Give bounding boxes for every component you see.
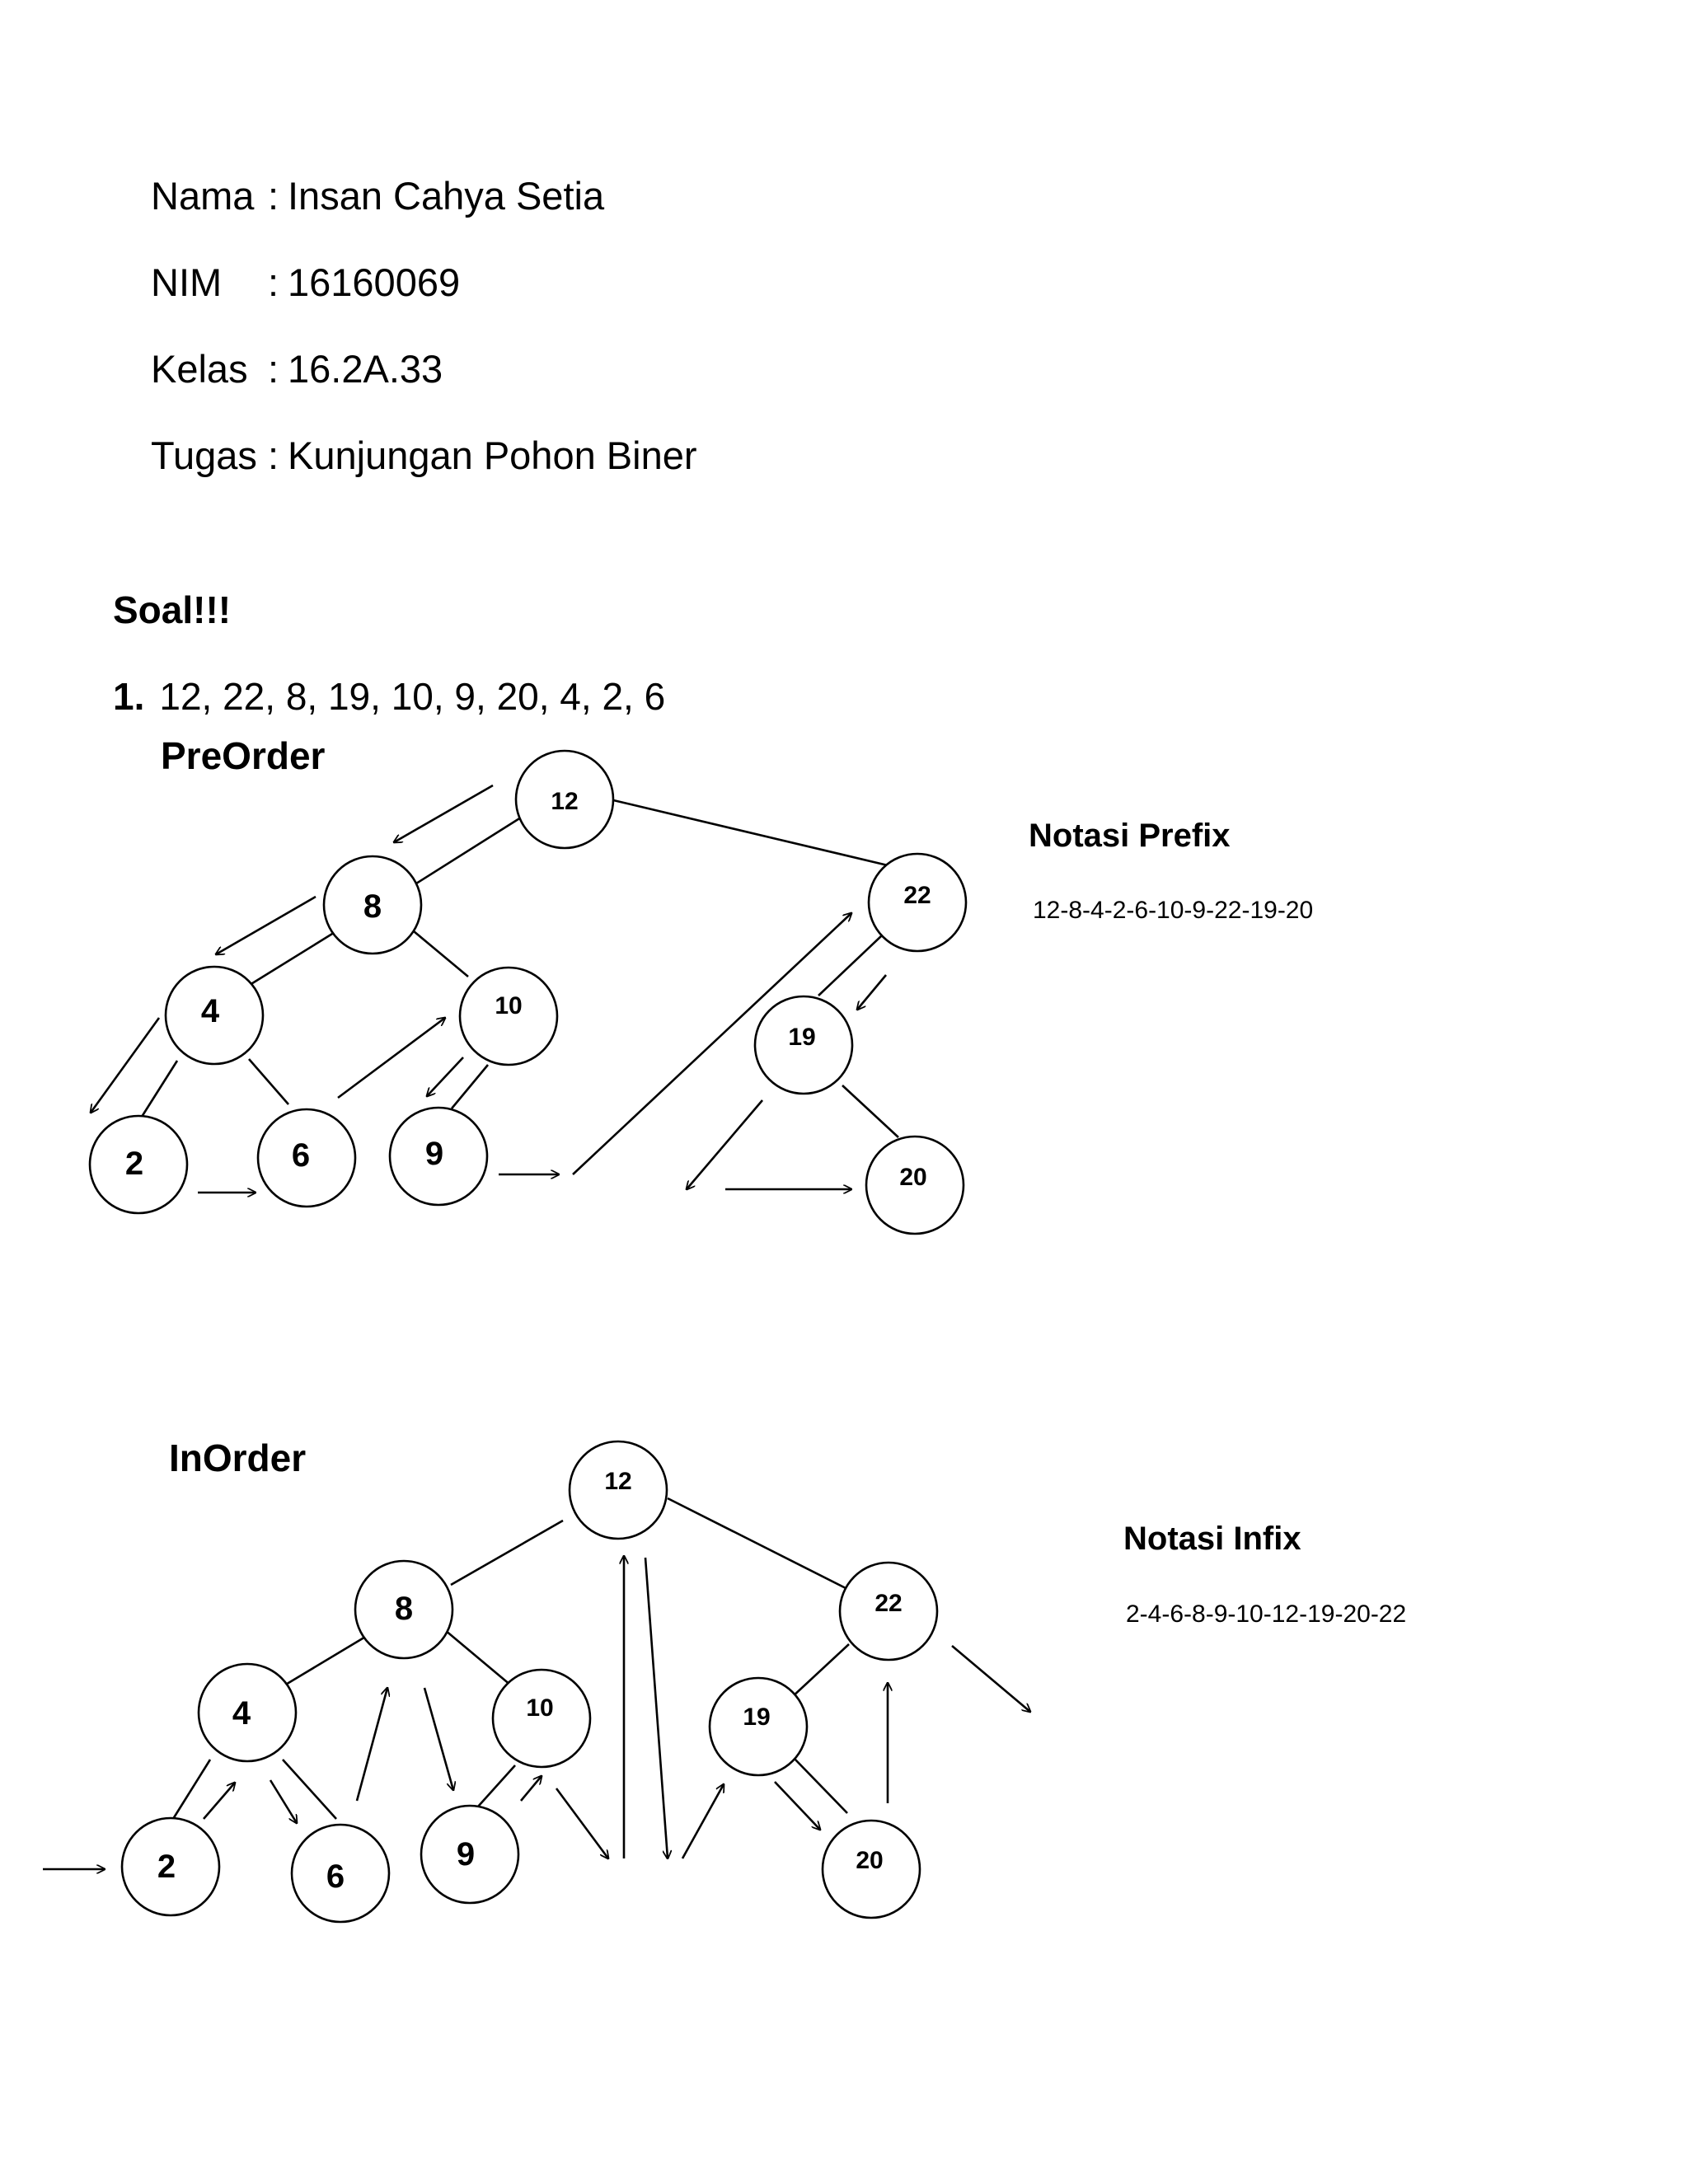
traversal-arrow [338,1018,445,1098]
tree-edge [451,1521,563,1585]
tree-edge [478,1765,515,1807]
tree-node [755,996,852,1094]
tree-node [493,1670,590,1767]
traversal-arrow [687,1100,762,1189]
node-label: 8 [363,888,382,925]
traversal-arrow [394,785,493,842]
tree-edge [842,1085,898,1137]
traversal-arrow [427,1057,463,1096]
traversal-arrow [952,1646,1030,1712]
inorder-nodes [122,1441,937,1922]
traversal-arrow [857,975,886,1010]
tree-edge [414,931,468,977]
node-label: 10 [495,992,523,1019]
info-value: Insan Cahya Setia [288,174,605,218]
info-label: Kelas [151,347,248,391]
traversal-arrow [357,1688,387,1801]
tree-node [199,1664,296,1761]
node-label: 22 [903,882,931,909]
node-label: 12 [604,1468,632,1495]
node-label: 2 [157,1849,176,1885]
node-label: 8 [394,1591,414,1627]
tree-edge [283,1760,336,1819]
tree-node [166,967,263,1064]
info-label: Nama [151,174,255,218]
node-label: 6 [326,1858,345,1895]
tree-node [460,968,557,1065]
node-label: 22 [874,1590,903,1617]
node-label: 10 [526,1694,554,1722]
prefix-notation-title: Notasi Prefix [1029,818,1231,854]
preorder-nodes [90,751,966,1234]
traversal-arrow [556,1788,608,1858]
node-label: 2 [124,1146,144,1182]
tree-node [355,1561,452,1658]
node-label: 20 [899,1164,927,1191]
info-separator: : [268,347,279,391]
info-separator: : [268,434,279,477]
tree-edge [445,1630,511,1685]
traversal-arrow [682,1784,724,1858]
tree-node [823,1821,920,1918]
node-label: 9 [456,1836,476,1872]
traversal-arrow [424,1688,453,1790]
question-sequence: 12, 22, 8, 19, 10, 9, 20, 4, 2, 6 [159,675,666,718]
tree-edge [791,1644,849,1698]
tree-node [90,1116,187,1213]
tree-edge [416,812,530,883]
node-label: 4 [200,993,220,1029]
info-value: Kunjungan Pohon Biner [288,434,697,477]
tree-edge [284,1636,367,1685]
node-label: 4 [232,1695,251,1732]
traversal-arrow [775,1782,820,1830]
info-separator: : [268,174,279,218]
infix-notation-title: Notasi Infix [1123,1521,1301,1557]
tree-edge [610,799,888,865]
traversal-arrow [204,1783,235,1819]
tree-node [840,1563,937,1660]
traversal-arrow [216,897,316,954]
tree-node [390,1108,487,1205]
node-label: 6 [291,1137,311,1174]
tree-edge [818,935,882,996]
info-value: 16.2A.33 [288,347,443,391]
node-label: 9 [424,1136,444,1172]
prefix-notation-value: 12-8-4-2-6-10-9-22-19-20 [1033,897,1314,924]
node-label: 19 [788,1024,816,1051]
tree-edge [250,931,336,985]
tree-edge [142,1061,177,1117]
preorder-tree [90,751,966,1234]
tree-node [869,854,966,951]
traversal-arrow [91,1018,159,1113]
info-label: Tugas [151,434,257,477]
tree-node [122,1818,219,1915]
section-title: Soal!!! [113,588,232,631]
tree-edge [452,1065,488,1108]
tree-node [258,1109,355,1207]
preorder-title: PreOrder [161,734,326,777]
traversal-arrow [521,1776,542,1801]
tree-edge [794,1758,847,1813]
tree-node [710,1678,807,1775]
tree-node [516,751,613,848]
info-separator: : [268,260,279,304]
info-label: NIM [151,260,223,304]
info-value: 16160069 [288,260,461,304]
node-label: 20 [856,1847,884,1874]
traversal-arrow [645,1558,668,1858]
tree-node [324,856,421,954]
inorder-tree [43,1441,1030,1922]
infix-notation-value: 2-4-6-8-9-10-12-19-20-22 [1126,1601,1407,1628]
tree-edge [249,1059,288,1104]
node-label: 12 [551,788,579,815]
tree-edge [668,1498,851,1591]
traversal-arrow [270,1780,297,1823]
question-number: 1. [113,675,145,718]
node-label: 19 [743,1704,771,1731]
tree-node [421,1806,518,1903]
tree-edge [173,1760,210,1819]
tree-node [292,1825,389,1922]
inorder-title: InOrder [169,1436,307,1479]
tree-node [570,1441,667,1539]
tree-node [866,1137,964,1234]
